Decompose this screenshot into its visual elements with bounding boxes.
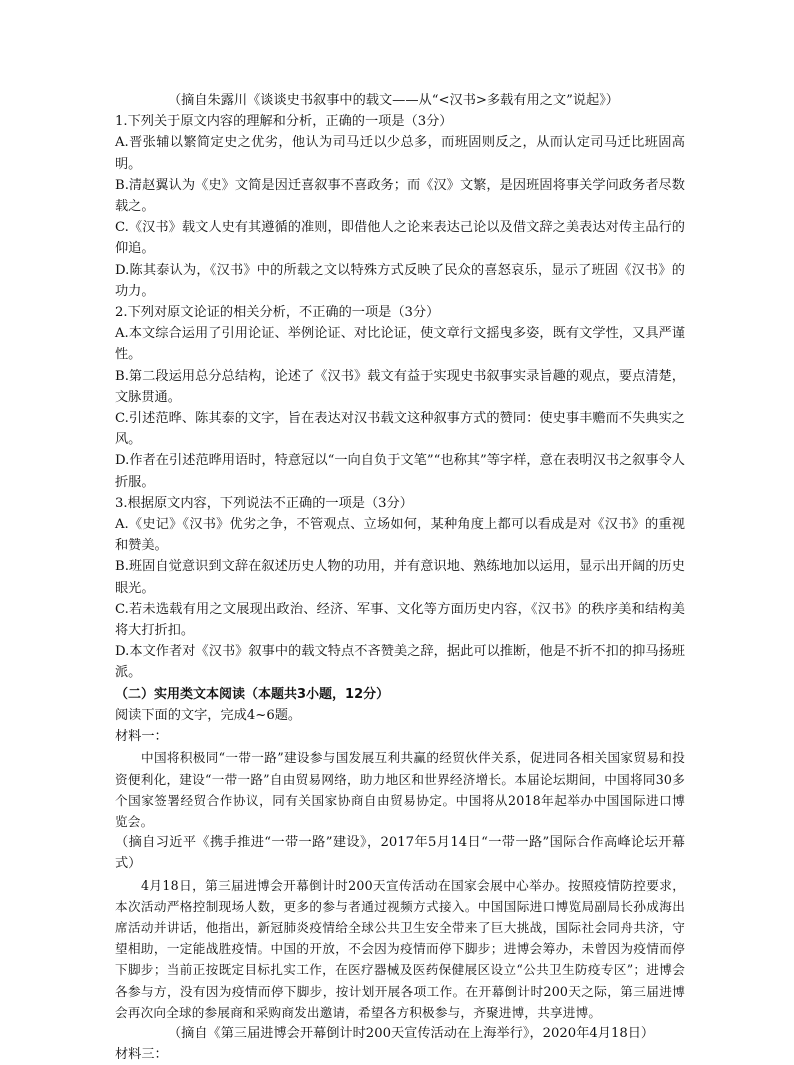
material-1-text: 中国将积极同“一带一路”建设参与国发展互利共赢的经贸伙伴关系，促进同各相关国家贸易和投资便利化，建设“一带一路”自由贸易网络，助力地区和世界经济增长。本届论坛期间，中国将同30多个国家签署经贸合作协议，同有关国家协商自由贸易协定。中国将从2018年起举办中国国际进口博览会。 — [115, 750, 685, 829]
source-citation-1: （摘自朱露川《谈谈史书叙事中的载文——从“<汉书>多载有用之文”说起》） — [168, 93, 619, 108]
question-3-option-b: B.班固自觉意识到文辞在叙述历史人物的功用，并有意识地、熟练地加以运用，显示出开阔的历史眼光。 — [115, 559, 685, 596]
question-2-stem: 2.下列对原文论证的相关分析，不正确的一项是（3分） — [115, 305, 440, 321]
question-1-stem: 1.下列关于原文内容的理解和分析，正确的一项是（3分） — [115, 114, 453, 130]
reading-instruction: 阅读下面的文字，完成4~6题。 — [115, 707, 302, 723]
section-2-title: （二）实用类文本阅读（本题共3小题，12分） — [115, 686, 390, 702]
question-1-option-d: D.陈其泰认为，《汉书》中的所载之文以特殊方式反映了民众的喜怒哀乐，显示了班固《汉书》的功力。 — [115, 262, 685, 299]
question-2-option-d: D.作者在引述范晔用语时，特意冠以“一向自负于文笔”“也称其”等字样，意在表明汉书之叙事令人折服。 — [115, 453, 685, 490]
question-3-option-c: C.若未选载有用之文展现出政治、经济、军事、文化等方面历史内容，《汉书》的秩序美和结构美将大打折扣。 — [115, 601, 685, 639]
question-2-option-a: A.本文综合运用了引用论证、举例论证、对比论证，使文章行文摇曳多姿，既有文学性，又具严谨性。 — [115, 326, 685, 363]
question-1-option-a: A.晋张辅以繁简定史之优劣，他认为司马迁以少总多，而班固则反之，从而认定司马迁比班固高明。 — [115, 135, 685, 172]
material-3-label: 材料三： — [115, 1047, 168, 1063]
material-2-text: 4月18日，第三届进博会开幕倒计时200天宣传活动在国家会展中心举办。按照疫情防控要求，本次活动严格控制现场人数，更多的参与者通过视频方式接入。中国国际进口博览局副局长孙成海出席活动并讲话，他指出，新冠肺炎疫情给全球公共卫生安全带来了巨大挑战，国际社会同舟共济，守望相助，一定能战胜疫情。中国的开放，不会因为疫情而停下脚步；进博会筹办，未曾因为疫情而停下脚步；当前正按既定目标扎实工作，在医疗器械及医药保健展区设立“公共卫生防疫专区”；进博会各参与方，没有因为疫情而停下脚步，按计划开展各项工作。在开幕倒计时200天之际，第三届进博会再次向全球的参展商和采购商发出邀请，希望各方积极参与，齐聚进博，共享进博。 — [115, 877, 685, 1020]
question-1-option-c: C.《汉书》载文人史有其遵循的准则，即借他人之论来表达己论以及借文辞之美表达对传主品行的仰追。 — [115, 220, 685, 257]
source-citation-3: （摘自《第三届进博会开幕倒计时200天宣传活动在上海举行》，2020年4月18日） — [168, 1025, 655, 1041]
question-3-option-a: A.《史记》《汉书》优劣之争，不管观点、立场如何，某种角度上都可以看成是对《汉书》的重视和赞美。 — [115, 517, 685, 554]
question-3-stem: 3.根据原文内容，下列说法不正确的一项是（3分） — [115, 495, 413, 511]
passage-body — [115, 90, 685, 1065]
material-1-label: 材料一： — [115, 729, 168, 745]
question-2-option-c: C.引述范晔、陈其泰的文字，旨在表达对汉书载文这种叙事方式的赞同：使史事丰赡而不失典实之风。 — [115, 411, 685, 448]
source-citation-2: （摘自习近平《携手推进“一带一路”建设》，2017年5月14日“一带一路”国际合作高峰论坛开幕式） — [115, 835, 685, 872]
question-1-option-b: B.清赵翼认为《史》文简是因迁喜叙事不喜政务；而《汉》文繁，是因班固将事关学问政务者尽数载之。 — [115, 177, 685, 215]
question-2-option-b: B.第二段运用总分总结构，论述了《汉书》载文有益于实现史书叙事实录旨趣的观点，要点清楚，文脉贯通。 — [115, 368, 685, 405]
question-3-option-d: D.本文作者对《汉书》叙事中的载文特点不吝赞美之辞，据此可以推断，他是不折不扣的抑马扬班派。 — [115, 644, 685, 681]
